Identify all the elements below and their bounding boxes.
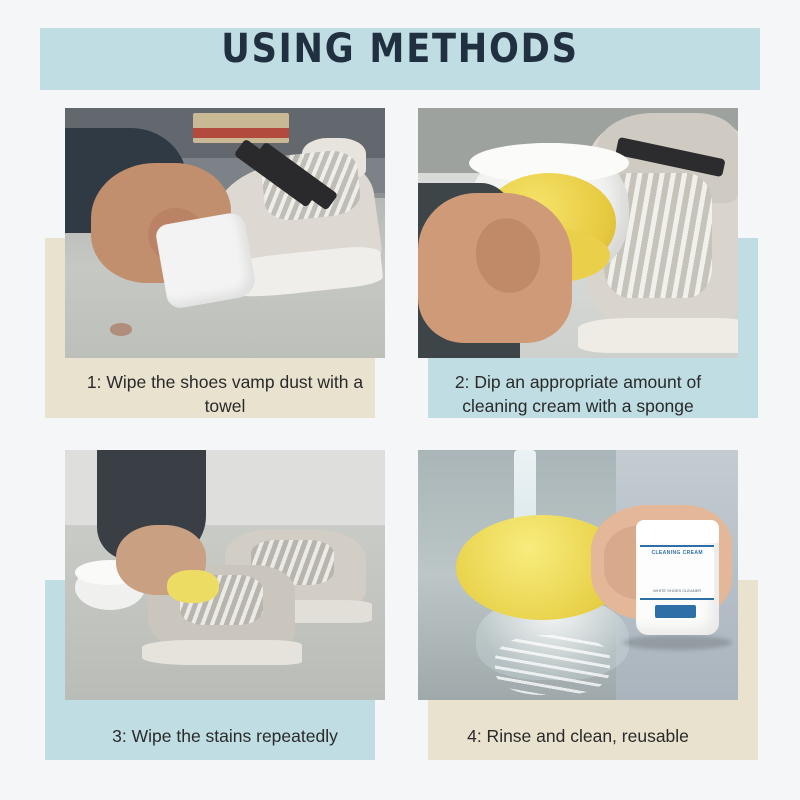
product-name-label: CLEANING CREAM [651, 550, 703, 556]
step-3-caption: 3: Wipe the stains repeatedly [112, 726, 338, 747]
step-card-4 [418, 450, 758, 780]
step-card-2 [418, 108, 758, 438]
step-2-caption: 2: Dip an appropriate amount of cleaning cream with a sponge [454, 372, 702, 416]
step-2-photo [418, 108, 738, 358]
step-card-1 [45, 108, 385, 438]
step-4-photo [418, 450, 738, 700]
step-1-photo [65, 108, 385, 358]
step-4-caption: 4: Rinse and clean, reusable [467, 726, 689, 747]
step-3-photo [65, 450, 385, 700]
step-card-3 [45, 450, 385, 780]
product-subtitle-label: WHITE SHOES CLEANER [653, 587, 702, 593]
step-1-caption: 1: Wipe the shoes vamp dust with a towel [86, 372, 364, 416]
page-title: USING METHODS [221, 26, 579, 72]
steps-grid [0, 100, 800, 780]
